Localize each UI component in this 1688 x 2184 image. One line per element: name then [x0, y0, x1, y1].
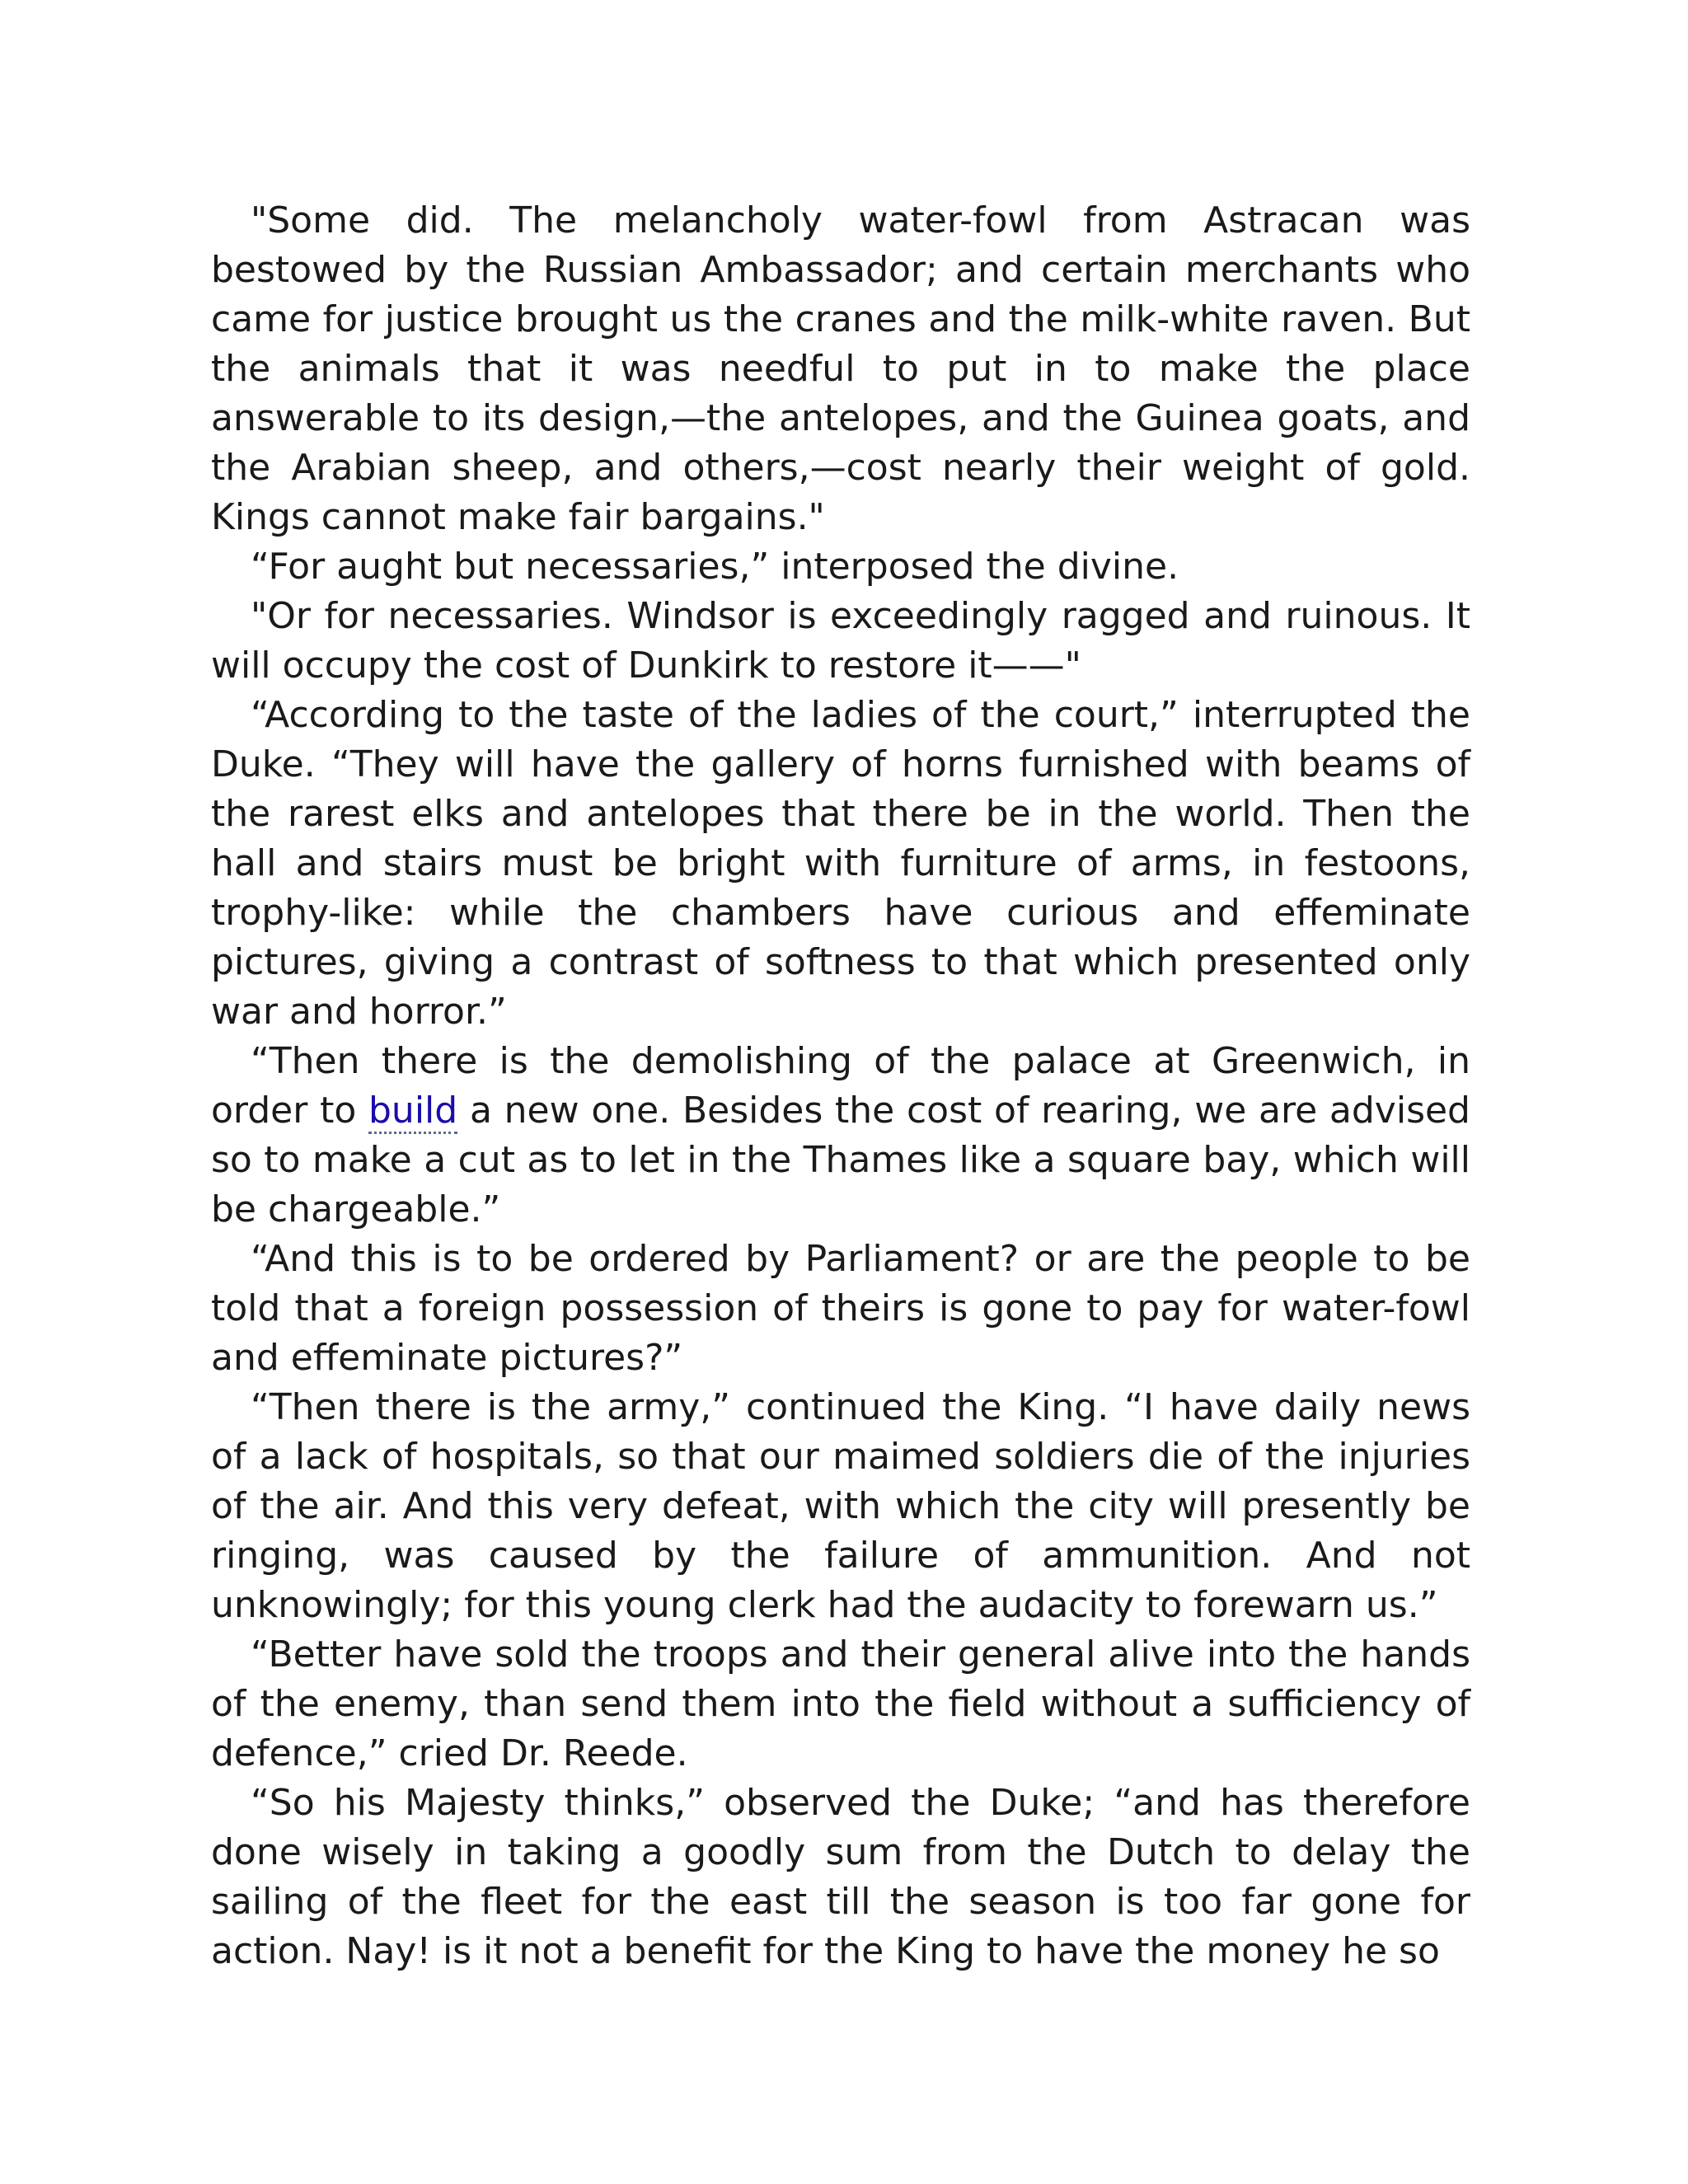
paragraph-5 [211, 1037, 1470, 1235]
paragraph-2: “For aught but necessaries,” interposed the divine. [251, 546, 1179, 588]
paragraph-4: “According to the taste of the ladies of the court,” interrupted the Duke. “They will have the gallery of horns furnished with beams of the rarest elks and antelopes that there be in the world. Then the hall and stairs must be bright with furniture of arms, in festoons, trophy-like: while the chambers have curious and effeminate pictures, giving a contrast of softness to that which presented only war and horror.” [211, 694, 1470, 1033]
paragraph-8: “Better have sold the troops and their general alive into the hands of the enemy, than send them into the field without a sufficiency of defence,” cried Dr. Reede. [211, 1633, 1470, 1774]
paragraph-6: “And this is to be ordered by Parliament? or are the people to be told that a foreign possession of theirs is gone to pay for water-fowl and effeminate pictures?” [211, 1238, 1470, 1379]
paragraph-3: "Or for necessaries. Windsor is exceedingly ragged and ruinous. It will occupy the cost of Dunkirk to restore it——" [211, 595, 1470, 687]
paragraph-7: “Then there is the army,” continued the King. “I have daily news of a lack of hospitals, so that our maimed soldiers die of the injuries of the air. And this very defeat, with which the city will presently be ringing, was caused by the failure of ammunition. And not unknowingly; for this young clerk had the audacity to forewarn us.” [211, 1386, 1470, 1626]
paragraph-1: "Some did. The melancholy water-fowl from Astracan was bestowed by the Russian Ambassador; and certain merchants who came for justice brought us the cranes and the milk-white raven. But the animals that it was needful to put in to make the place answerable to its design,—the antelopes, and the Guinea goats, and the Arabian sheep, and others,—cost nearly their weight of gold. Kings cannot make fair bargains." [211, 199, 1470, 538]
paragraph-5-before: “Then there is the demolishing of the palace at Greenwich, in order to [211, 1040, 1470, 1132]
paragraph-5-after: a new one. Besides the cost of rearing, we are advised so to make a cut as to let in the Thames like a square bay, which will be chargeable.” [211, 1090, 1470, 1230]
paragraph-9: “So his Majesty thinks,” observed the Duke; “and has therefore done wisely in taking a goodly sum from the Dutch to delay the sailing of the fleet for the east till the season is too far gone for action. Nay! is it not a benefit for the King to have the money he so [211, 1782, 1470, 1972]
build-link[interactable]: build [368, 1090, 457, 1134]
page-body [211, 196, 1470, 1976]
